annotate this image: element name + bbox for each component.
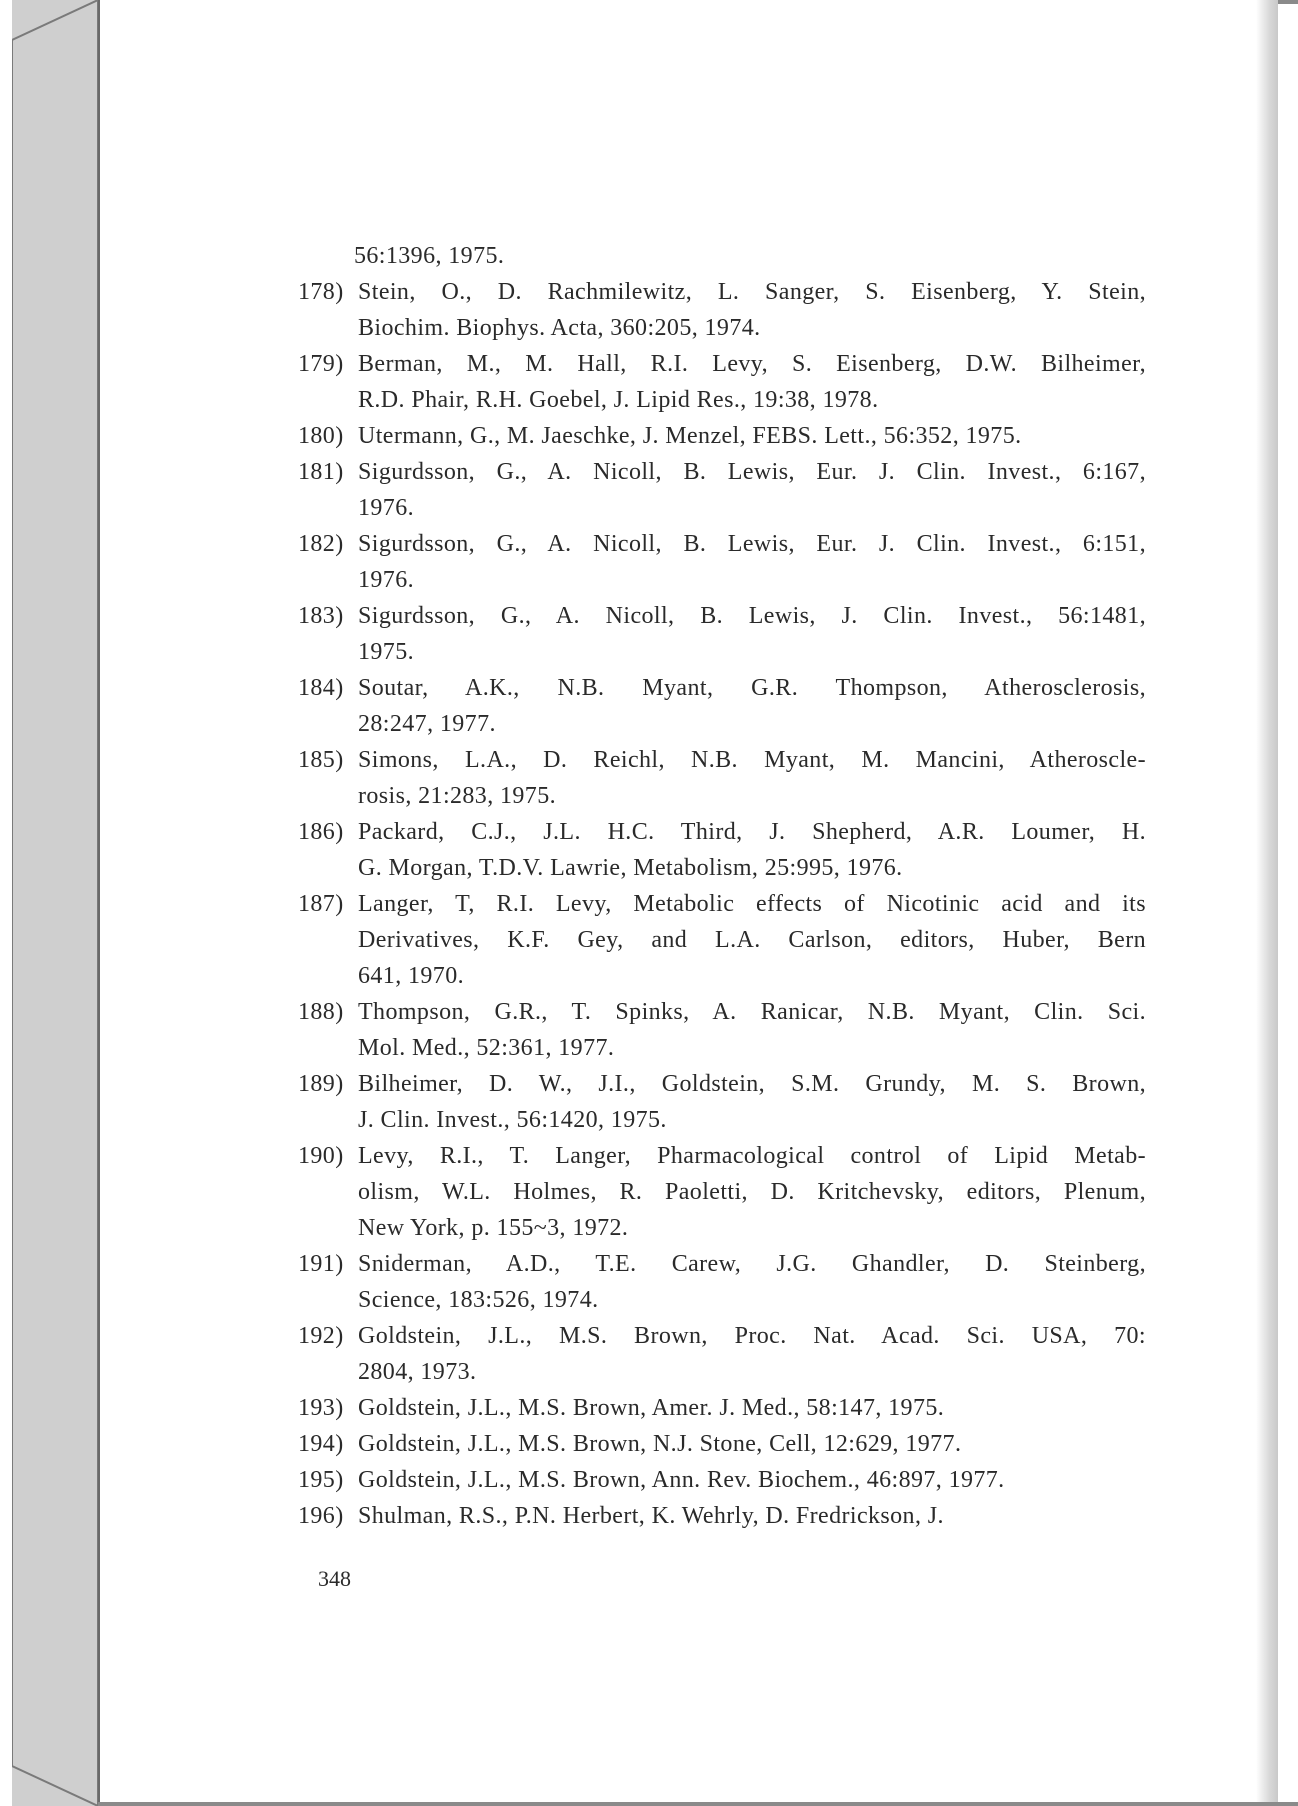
reference-line: Shulman, R.S., P.N. Herbert, K. Wehrly, D. Fredrickson, J. [358,1503,944,1529]
reference-text [358,1426,1146,1462]
reference-line: rosis, 21:283, 1975. [358,783,557,809]
reference-line: 1976. [358,567,414,593]
reference-line: 28:247, 1977. [358,711,496,737]
reference-list [290,238,1146,1534]
page-number: 348 [318,1566,351,1591]
reference-item [290,1318,1146,1390]
reference-number: 179) [298,351,344,377]
reference-line: Langer, T, R.I. Levy, Metabolic effects of Nicotinic acid and its [358,891,1146,917]
reference-line: New York, p. 155~3, 1972. [358,1215,629,1241]
reference-item [290,346,1146,418]
reference-line: Levy, R.I., T. Langer, Pharmacological control of Lipid Metab- [358,1143,1146,1169]
reference-item [290,742,1146,814]
reference-line: 641, 1970. [358,963,464,989]
reference-item [290,1246,1146,1318]
reference-line: R.D. Phair, R.H. Goebel, J. Lipid Res., 19:38, 1978. [358,387,879,413]
page-right-shadow [1256,0,1278,1806]
reference-text [358,994,1146,1066]
reference-text [358,1462,1146,1498]
reference-item [290,1390,1146,1426]
reference-line: Soutar, A.K., N.B. Myant, G.R. Thompson, Atherosclerosis, [358,675,1146,701]
reference-line: Sniderman, A.D., T.E. Carew, J.G. Ghandler, D. Steinberg, [358,1251,1146,1277]
reference-item [290,670,1146,742]
reference-line: 1975. [358,639,414,665]
reference-line: Biochim. Biophys. Acta, 360:205, 1974. [358,315,761,341]
reference-line: Goldstein, J.L., M.S. Brown, Amer. J. Med., 58:147, 1975. [358,1395,945,1421]
reference-item [290,274,1146,346]
reference-text [358,1138,1146,1246]
reference-line: J. Clin. Invest., 56:1420, 1975. [358,1107,667,1133]
reference-number: 181) [298,459,344,485]
reference-text [358,526,1146,598]
reference-line: 1976. [358,495,414,521]
reference-line: Science, 183:526, 1974. [358,1287,599,1313]
reference-line: Stein, O., D. Rachmilewitz, L. Sanger, S. Eisenberg, Y. Stein, [358,279,1146,305]
reference-number: 184) [298,675,344,701]
reference-item [290,814,1146,886]
reference-text [358,1066,1146,1138]
reference-item [290,526,1146,598]
reference-text [358,1246,1146,1318]
reference-item [290,418,1146,454]
reference-number: 180) [298,423,344,449]
book-spine [12,0,98,1806]
reference-item [290,994,1146,1066]
reference-number: 193) [298,1395,344,1421]
reference-text [358,274,1146,346]
reference-line: Sigurdsson, G., A. Nicoll, B. Lewis, Eur. J. Clin. Invest., 6:167, [358,459,1146,485]
reference-text [358,598,1146,670]
reference-text [358,742,1146,814]
reference-line: G. Morgan, T.D.V. Lawrie, Metabolism, 25:995, 1976. [358,855,903,881]
reference-number: 187) [298,891,344,917]
reference-line: 2804, 1973. [358,1359,477,1385]
reference-item [290,1498,1146,1534]
reference-line: Goldstein, J.L., M.S. Brown, N.J. Stone, Cell, 12:629, 1977. [358,1431,962,1457]
reference-text [358,814,1146,886]
reference-text [358,1318,1146,1390]
reference-number: 182) [298,531,344,557]
reference-number: 195) [298,1467,344,1493]
reference-number: 189) [298,1071,344,1097]
reference-number: 188) [298,999,344,1025]
reference-item [290,598,1146,670]
reference-item [290,1138,1146,1246]
reference-entries [290,274,1146,1534]
reference-number: 196) [298,1503,344,1529]
reference-text [358,1390,1146,1426]
reference-line: Goldstein, J.L., M.S. Brown, Ann. Rev. Biochem., 46:897, 1977. [358,1467,1005,1493]
reference-item [290,1426,1146,1462]
reference-line: Goldstein, J.L., M.S. Brown, Proc. Nat. Acad. Sci. USA, 70: [358,1323,1146,1349]
reference-number: 194) [298,1431,344,1457]
reference-number: 192) [298,1323,344,1349]
reference-text [358,346,1146,418]
reference-text [358,886,1146,994]
reference-item [290,1462,1146,1498]
reference-number: 191) [298,1251,344,1277]
page-bottom-edge [98,1802,1298,1806]
reference-text [358,1498,1146,1534]
reference-continuation: 56:1396, 1975. [354,243,505,269]
book-spine-edge [12,0,98,1806]
reference-number: 190) [298,1143,344,1169]
reference-line: Bilheimer, D. W., J.I., Goldstein, S.M. Grundy, M. S. Brown, [358,1071,1146,1097]
reference-line: Thompson, G.R., T. Spinks, A. Ranicar, N.B. Myant, Clin. Sci. [358,999,1146,1025]
reference-number: 178) [298,279,344,305]
reference-line: Derivatives, K.F. Gey, and L.A. Carlson, editors, Huber, Bern [358,927,1146,953]
reference-line: Sigurdsson, G., A. Nicoll, B. Lewis, J. Clin. Invest., 56:1481, [358,603,1146,629]
reference-line: Simons, L.A., D. Reichl, N.B. Myant, M. Mancini, Atheroscle- [358,747,1146,773]
reference-number: 183) [298,603,344,629]
reference-line: Packard, C.J., J.L. H.C. Third, J. Shepherd, A.R. Loumer, H. [358,819,1146,845]
reference-line: Berman, M., M. Hall, R.I. Levy, S. Eisenberg, D.W. Bilheimer, [358,351,1146,377]
reference-text [358,454,1146,526]
reference-item [290,1066,1146,1138]
reference-line: Sigurdsson, G., A. Nicoll, B. Lewis, Eur. J. Clin. Invest., 6:151, [358,531,1146,557]
reference-number: 185) [298,747,344,773]
reference-line: Mol. Med., 52:361, 1977. [358,1035,615,1061]
reference-text [358,670,1146,742]
reference-item [290,454,1146,526]
reference-text [358,418,1146,454]
reference-line: Utermann, G., M. Jaeschke, J. Menzel, FEBS. Lett., 56:352, 1975. [358,423,1022,449]
reference-line: olism, W.L. Holmes, R. Paoletti, D. Kritchevsky, editors, Plenum, [358,1179,1146,1205]
reference-number: 186) [298,819,344,845]
reference-item [290,886,1146,994]
